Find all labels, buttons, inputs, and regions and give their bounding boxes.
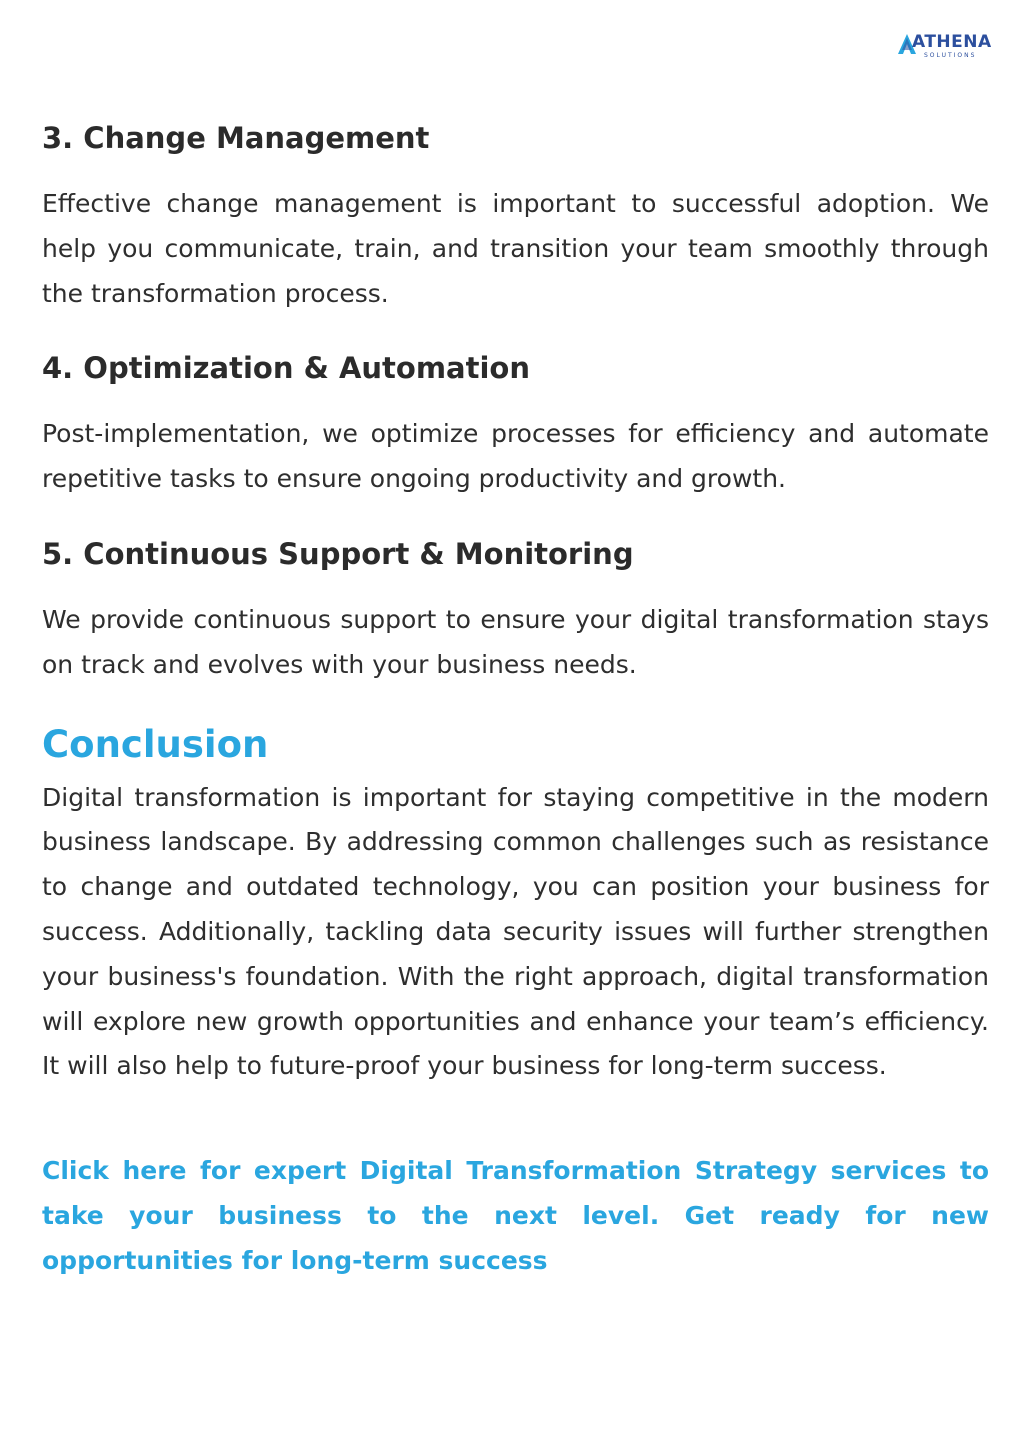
document-body — [42, 118, 989, 1284]
conclusion-title: Conclusion — [42, 722, 269, 766]
logo-subtitle: SOLUTIONS — [924, 52, 977, 59]
section-text-optimization-automation: Post-implementation, we optimize processes for efficiency and automate repetitive tasks to ensure ongoing productivity and growth. — [42, 419, 989, 494]
logo-wordmark: ATHENA — [912, 32, 992, 52]
section-heading-continuous-support: 5. Continuous Support & Monitoring — [42, 536, 634, 571]
section-heading-change-management: 3. Change Management — [42, 121, 430, 155]
section-heading-optimization-automation: 4. Optimization & Automation — [42, 351, 531, 386]
section-text-change-management: Effective change management is important to successful adoption. We help you communicate, train, and transition your team smoothly through the transformation process. — [42, 189, 989, 308]
conclusion-text: Digital transformation is important for staying competitive in the modern business landscape. By addressing common challenges such as resistance to change and outdated technology, you can position your business for success. Additionally, tackling data security issues will further strengthen your business's foundation. With the right approach, digital transformation will explore new growth opportunities and enhance your team’s efficiency. It will also help to future-proof your business for long-term success. — [42, 782, 989, 1081]
digital-transformation-cta-link[interactable]: Click here for expert Digital Transformation Strategy services to take your business to the next level. Get ready for new opportunities for long-term success — [42, 1156, 989, 1275]
athena-solutions-logo — [898, 32, 990, 62]
section-text-continuous-support: We provide continuous support to ensure your digital transformation stays on track and evolves with your business needs. — [42, 604, 989, 679]
